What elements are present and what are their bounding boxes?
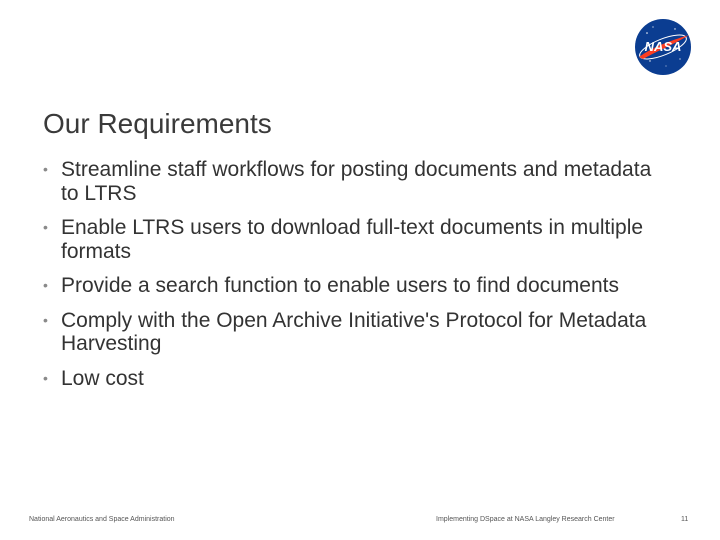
bullet-icon: • [43, 219, 48, 235]
bullet-icon: • [43, 369, 48, 386]
list-item [43, 274, 653, 298]
page-number: 11 [681, 516, 689, 523]
requirements-list [43, 158, 653, 401]
nasa-meatball-icon [633, 17, 693, 77]
bullet-text: Low cost [61, 366, 144, 390]
list-item [43, 216, 653, 263]
bullet-text: Enable LTRS users to download full-text documents in multiple formats [61, 216, 644, 263]
bullet-text: Streamline staff workflows for posting documents and metadata to LTRS [61, 158, 652, 205]
bullet-icon: • [43, 311, 48, 328]
bullet-icon: • [43, 161, 48, 177]
nasa-logo-text: NASA [644, 39, 682, 54]
bullet-icon: • [43, 277, 48, 293]
nasa-logo [633, 17, 693, 77]
slide-title: Our Requirements [43, 108, 272, 139]
list-item [43, 367, 653, 391]
list-item [43, 309, 653, 356]
bullet-text: Comply with the Open Archive Initiative's Protocol for Metadata Harvesting [61, 308, 647, 355]
footer-presentation-title: Implementing DSpace at NASA Langley Research Center [436, 516, 615, 523]
list-item [43, 158, 653, 205]
bullet-text: Provide a search function to enable users to find documents [61, 274, 619, 297]
footer-organization: National Aeronautics and Space Administration [29, 516, 175, 523]
